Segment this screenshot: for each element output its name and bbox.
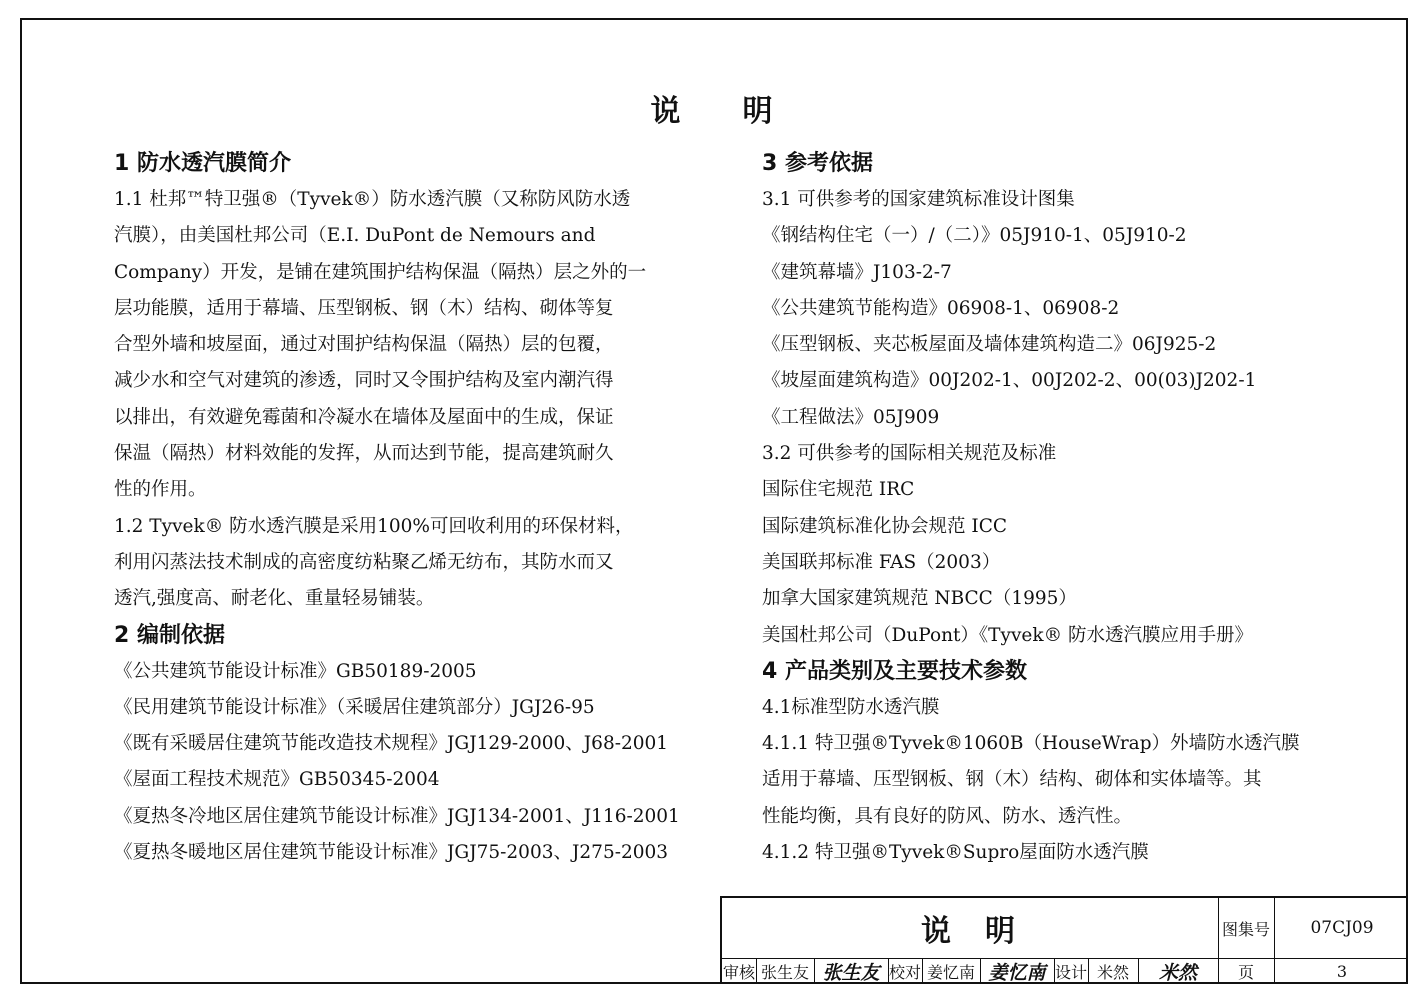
text-line: 《夏热冬暖地区居住建筑节能设计标准》JGJ75-2003、J275-2003 bbox=[114, 842, 669, 864]
review-signature: 张生友 bbox=[822, 961, 880, 984]
text-line: 《压型钢板、夹芯板屋面及墙体建筑构造二》06J925-2 bbox=[762, 334, 1217, 356]
section-2-heading: 2 编制依据 bbox=[114, 622, 225, 648]
review-label: 审核 bbox=[722, 962, 755, 982]
atlas-number: 07CJ09 bbox=[1310, 918, 1374, 938]
text-line: 《夏热冬冷地区居住建筑节能设计标准》JGJ134-2001、J116-2001 bbox=[114, 805, 680, 827]
text-line: 利用闪蒸法技术制成的高密度纺粘聚乙烯无纺布，其防水而又 bbox=[114, 551, 614, 573]
text-line: 4.1标准型防水透汽膜 bbox=[762, 696, 940, 718]
text-line: 保温（隔热）材料效能的发挥，从而达到节能，提高建筑耐久 bbox=[114, 443, 614, 465]
title-block bbox=[720, 896, 1408, 984]
section-4-heading: 4 产品类别及主要技术参数 bbox=[762, 658, 1027, 684]
design-name: 米然 bbox=[1096, 962, 1129, 982]
text-line: 加拿大国家建筑规范 NBCC（1995） bbox=[762, 588, 1077, 610]
check-name: 姜忆南 bbox=[926, 962, 975, 982]
text-line: 《公共建筑节能设计标准》GB50189-2005 bbox=[114, 660, 477, 682]
text-line: 国际住宅规范 IRC bbox=[762, 479, 915, 501]
section-3-heading: 3 参考依据 bbox=[762, 151, 873, 176]
title-block-row-top bbox=[722, 898, 1408, 959]
section-1-heading: 1 防水透汽膜简介 bbox=[114, 151, 291, 176]
check-label: 校对 bbox=[888, 962, 921, 982]
title-char-2: 明 bbox=[742, 94, 775, 129]
left-column bbox=[114, 146, 714, 871]
title-block-title: 说 明 bbox=[921, 914, 1019, 949]
page-label: 页 bbox=[1237, 962, 1254, 982]
text-line: 4.1.1 特卫强®Tyvek®1060B（HouseWrap）外墙防水透汽膜 bbox=[762, 733, 1300, 755]
text-line: 美国联邦标准 FAS（2003） bbox=[762, 551, 1001, 573]
right-column bbox=[762, 146, 1362, 871]
title-char-1: 说 bbox=[650, 94, 683, 129]
text-line: 美国杜邦公司（DuPont）《Tyvek® 防水透汽膜应用手册》 bbox=[762, 624, 1253, 646]
text-line: 性的作用。 bbox=[114, 479, 207, 501]
review-name: 张生友 bbox=[760, 962, 809, 982]
text-line: 1.1 杜邦™特卫强®（Tyvek®）防水透汽膜（又称防风防水透 bbox=[114, 189, 631, 210]
title-block-row-bottom bbox=[722, 958, 1408, 984]
text-line: 《既有采暖居住建筑节能改造技术规程》JGJ129-2000、J68-2001 bbox=[114, 733, 669, 755]
text-line: 汽膜），由美国杜邦公司（E.I. DuPont de Nemours and bbox=[114, 225, 596, 247]
text-line: 以排出，有效避免霉菌和冷凝水在墙体及屋面中的生成，保证 bbox=[114, 406, 614, 428]
check-signature: 姜忆南 bbox=[988, 961, 1046, 984]
text-line: 1.2 Tyvek® 防水透汽膜是采用100%可回收利用的环保材料， bbox=[114, 515, 634, 537]
text-line: 《民用建筑节能设计标准》（采暖居住建筑部分）JGJ26-95 bbox=[114, 696, 595, 718]
text-line: 性能均衡，具有良好的防风、防水、透汽性。 bbox=[762, 805, 1133, 827]
text-line: 3.2 可供参考的国际相关规范及标准 bbox=[762, 443, 1057, 465]
text-line: 减少水和空气对建筑的渗透，同时又令围护结构及室内潮汽得 bbox=[114, 370, 614, 392]
text-line: 层功能膜，适用于幕墙、压型钢板、钢（木）结构、砌体等复 bbox=[114, 297, 614, 319]
text-line: 《屋面工程技术规范》GB50345-2004 bbox=[114, 769, 440, 791]
text-line: 4.1.2 特卫强®Tyvek®Supro屋面防水透汽膜 bbox=[762, 842, 1149, 864]
text-line: 适用于幕墙、压型钢板、钢（木）结构、砌体和实体墙等。其 bbox=[762, 769, 1262, 791]
design-signature: 米然 bbox=[1158, 961, 1197, 984]
text-line: 透汽,强度高、耐老化、重量轻易铺装。 bbox=[114, 588, 435, 610]
text-line: 《建筑幕墙》J103-2-7 bbox=[762, 261, 952, 283]
text-line: 《工程做法》05J909 bbox=[762, 406, 940, 428]
text-line: 《坡屋面建筑构造》00J202-1、00J202-2、00(03)J202-1 bbox=[762, 370, 1257, 392]
text-line: 国际建筑标准化协会规范 ICC bbox=[762, 515, 1007, 537]
page-number: 3 bbox=[1336, 961, 1348, 981]
text-line: 《钢结构住宅（一）/（二）》05J910-1、05J910-2 bbox=[762, 225, 1187, 247]
text-line: 3.1 可供参考的国家建筑标准设计图集 bbox=[762, 189, 1075, 210]
text-line: 合型外墙和坡屋面，通过对围护结构保温（隔热）层的包覆， bbox=[114, 334, 614, 356]
text-line: 《公共建筑节能构造》06908-1、06908-2 bbox=[762, 297, 1120, 319]
page-title bbox=[0, 86, 1425, 130]
design-label: 设计 bbox=[1054, 962, 1087, 982]
atlas-label: 图集号 bbox=[1221, 919, 1270, 939]
text-line: Company）开发，是铺在建筑围护结构保温（隔热）层之外的一 bbox=[114, 261, 647, 283]
